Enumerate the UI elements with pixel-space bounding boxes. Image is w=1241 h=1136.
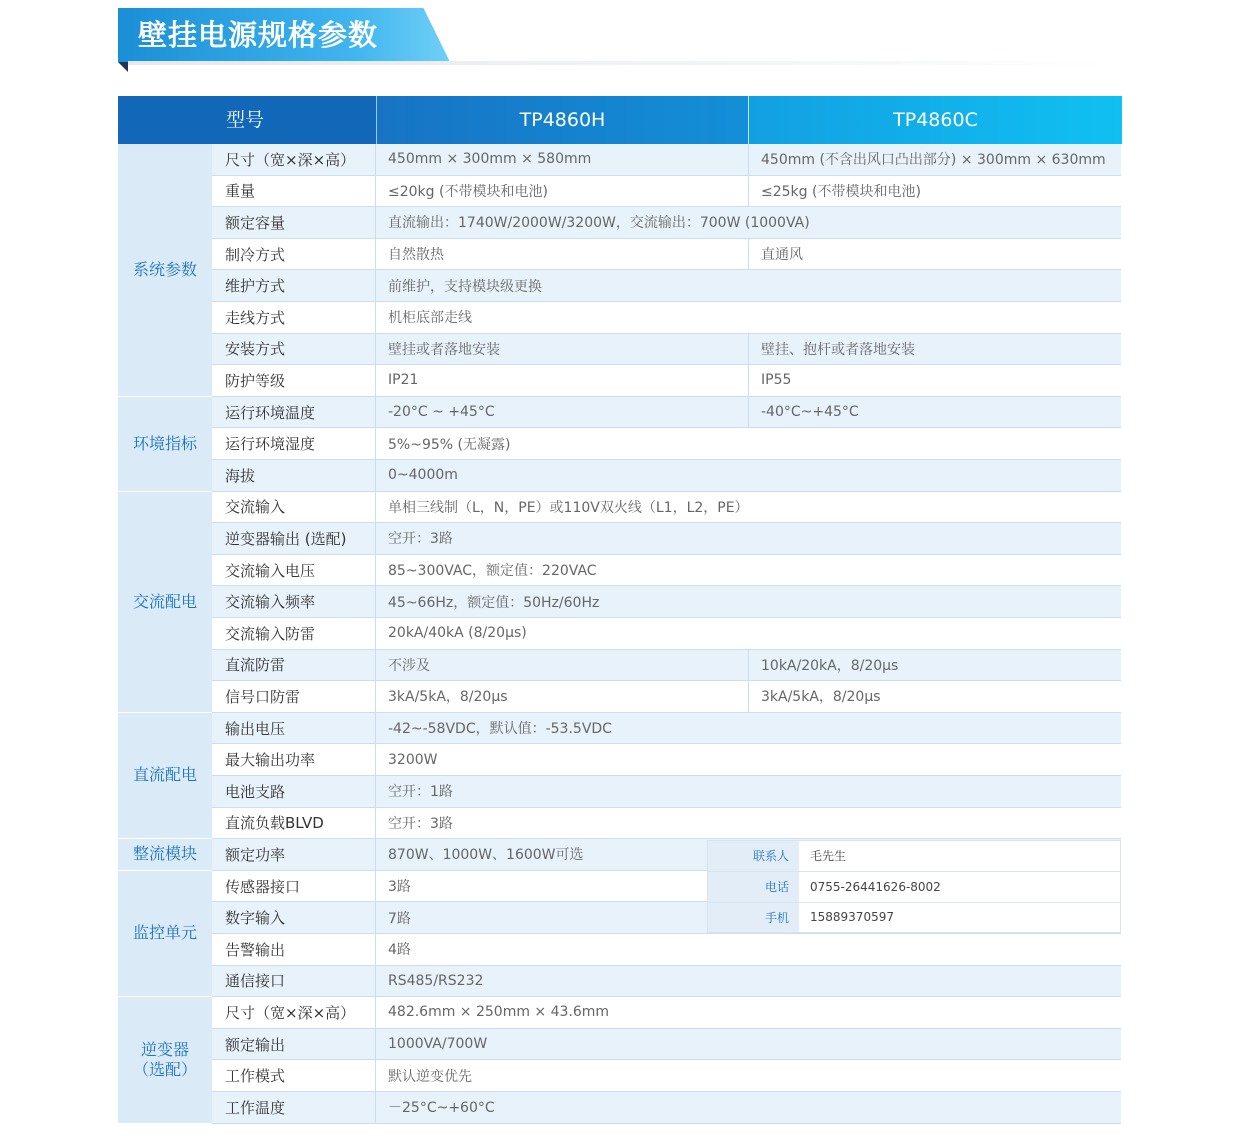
param-name: 运行环境湿度 bbox=[212, 428, 376, 459]
group-label: 直流配电 bbox=[118, 713, 212, 839]
table-row bbox=[212, 586, 1121, 618]
table-row bbox=[212, 397, 1121, 429]
banner-fold bbox=[118, 62, 128, 72]
table-row bbox=[212, 555, 1121, 587]
table-row bbox=[212, 492, 1121, 524]
param-value-tp4860h: -20°C ~ +45°C bbox=[388, 404, 495, 421]
param-name: 交流输入电压 bbox=[212, 555, 376, 586]
table-row bbox=[212, 207, 1121, 239]
param-value: -42~-58VDC，默认值：-53.5VDC bbox=[388, 721, 612, 738]
param-value-tp4860h: 450mm × 300mm × 580mm bbox=[388, 151, 592, 168]
param-value: 20kA/40kA (8/20μs) bbox=[388, 625, 527, 642]
param-value-tp4860c: IP55 bbox=[748, 365, 1121, 396]
param-value-tp4860c: 3kA/5kA，8/20μs bbox=[748, 681, 1121, 712]
param-value: 0~4000m bbox=[388, 467, 458, 484]
param-name: 传感器接口 bbox=[212, 871, 376, 902]
param-name: 额定输出 bbox=[212, 1029, 376, 1060]
table-row bbox=[212, 1092, 1121, 1124]
table-row bbox=[212, 270, 1121, 302]
group-label: 环境指标 bbox=[118, 397, 212, 492]
table-row bbox=[212, 650, 1121, 682]
table-row bbox=[212, 997, 1121, 1029]
group-label: 整流模块 bbox=[118, 839, 212, 871]
param-name: 交流输入 bbox=[212, 492, 376, 523]
param-name: 直流负载BLVD bbox=[212, 808, 376, 839]
param-name: 输出电压 bbox=[212, 713, 376, 744]
param-value: 85~300VAC，额定值：220VAC bbox=[388, 563, 597, 580]
table-row bbox=[212, 776, 1121, 808]
contact-label: 电话 bbox=[708, 872, 799, 902]
table-row bbox=[212, 966, 1121, 998]
contact-label: 手机 bbox=[708, 903, 799, 932]
param-name: 制冷方式 bbox=[212, 239, 376, 270]
group-label: 逆变器 （选配） bbox=[118, 997, 212, 1123]
table-row bbox=[212, 934, 1121, 966]
contact-value: 0755-26441626-8002 bbox=[810, 879, 941, 894]
param-value: 3200W bbox=[388, 751, 438, 768]
param-name: 直流防雷 bbox=[212, 650, 376, 681]
param-value-tp4860c: 450mm (不含出风口凸出部分) × 300mm × 630mm bbox=[748, 144, 1121, 175]
param-name: 信号口防雷 bbox=[212, 681, 376, 712]
param-name: 维护方式 bbox=[212, 270, 376, 301]
param-value: 直流输出：1740W/2000W/3200W，交流输出：700W (1000VA) bbox=[388, 215, 810, 232]
table-row bbox=[212, 365, 1121, 397]
param-name: 防护等级 bbox=[212, 365, 376, 396]
param-value-tp4860h: 3kA/5kA，8/20μs bbox=[388, 689, 508, 706]
param-value-tp4860h: 不涉及 bbox=[388, 657, 430, 674]
param-value: －25°C~+60°C bbox=[388, 1100, 495, 1117]
param-value-tp4860c: ≤25kg (不带模块和电池) bbox=[748, 176, 1121, 207]
table-row bbox=[212, 144, 1121, 176]
contact-value: 毛先生 bbox=[810, 849, 847, 864]
param-name: 尺寸（宽×深×高） bbox=[212, 997, 376, 1028]
param-value-tp4860h: ≤20kg (不带模块和电池) bbox=[388, 183, 548, 200]
param-name: 工作模式 bbox=[212, 1060, 376, 1091]
param-value: 482.6mm × 250mm × 43.6mm bbox=[388, 1004, 610, 1021]
table-row bbox=[212, 681, 1121, 713]
header-tp4860c: TP4860C bbox=[748, 96, 1122, 144]
param-value: 870W、1000W、1600W可选 bbox=[388, 847, 584, 864]
param-name: 运行环境温度 bbox=[212, 397, 376, 428]
table-row bbox=[212, 808, 1121, 840]
param-value: 空开：1路 bbox=[388, 784, 453, 801]
table-row bbox=[212, 1060, 1121, 1092]
param-name: 通信接口 bbox=[212, 966, 376, 997]
param-value-tp4860c: 直通风 bbox=[748, 239, 1121, 270]
param-value-tp4860h: 自然散热 bbox=[388, 247, 444, 264]
table-row bbox=[212, 176, 1121, 208]
param-name: 额定功率 bbox=[212, 839, 376, 870]
contact-value: 15889370597 bbox=[810, 910, 894, 925]
table-row bbox=[212, 460, 1121, 492]
param-name: 工作温度 bbox=[212, 1092, 376, 1123]
table-row bbox=[212, 302, 1121, 334]
param-value-tp4860c: 壁挂、抱杆或者落地安装 bbox=[748, 334, 1121, 365]
param-value: 空开：3路 bbox=[388, 531, 453, 548]
group-label: 交流配电 bbox=[118, 492, 212, 713]
param-value-tp4860c: -40°C~+45°C bbox=[748, 397, 1121, 428]
header-model: 型号 bbox=[118, 96, 376, 144]
param-value: 单相三线制（L，N，PE）或110V双火线（L1，L2，PE） bbox=[388, 499, 749, 516]
param-name: 走线方式 bbox=[212, 302, 376, 333]
table-row bbox=[212, 428, 1121, 460]
table-row bbox=[212, 744, 1121, 776]
param-name: 交流输入频率 bbox=[212, 586, 376, 617]
param-name: 交流输入防雷 bbox=[212, 618, 376, 649]
param-value: 1000VA/700W bbox=[388, 1036, 488, 1053]
page-title: 壁挂电源规格参数 bbox=[138, 18, 379, 52]
table-header bbox=[118, 96, 1121, 144]
param-value: 7路 bbox=[388, 910, 411, 927]
param-name: 额定容量 bbox=[212, 207, 376, 238]
param-name: 电池支路 bbox=[212, 776, 376, 807]
param-value: 4路 bbox=[388, 942, 411, 959]
param-name: 逆变器输出 (选配) bbox=[212, 523, 376, 554]
table-row bbox=[212, 523, 1121, 555]
header-tp4860h: TP4860H bbox=[376, 96, 748, 144]
param-value: 机柜底部走线 bbox=[388, 310, 472, 327]
param-value: 空开：3路 bbox=[388, 815, 453, 832]
param-name: 尺寸（宽×深×高） bbox=[212, 144, 376, 175]
param-value: 5%~95% (无凝露) bbox=[388, 436, 511, 453]
param-value: 3路 bbox=[388, 879, 411, 896]
param-name: 告警输出 bbox=[212, 934, 376, 965]
group-label: 监控单元 bbox=[118, 871, 212, 997]
table-row bbox=[212, 1029, 1121, 1061]
param-value: RS485/RS232 bbox=[388, 972, 484, 989]
param-value-tp4860h: IP21 bbox=[388, 372, 419, 389]
param-name: 海拔 bbox=[212, 460, 376, 491]
table-row bbox=[212, 618, 1121, 650]
param-value: 前维护，支持模块级更换 bbox=[388, 278, 542, 295]
contact-row bbox=[707, 840, 1121, 871]
param-name: 数字输入 bbox=[212, 902, 376, 933]
param-value: 45~66Hz，额定值：50Hz/60Hz bbox=[388, 594, 600, 611]
param-name: 最大输出功率 bbox=[212, 744, 376, 775]
contact-row bbox=[707, 902, 1121, 933]
param-name: 安装方式 bbox=[212, 334, 376, 365]
spec-table bbox=[118, 96, 1121, 1117]
table-row bbox=[212, 239, 1121, 271]
param-name: 重量 bbox=[212, 176, 376, 207]
contact-row bbox=[707, 871, 1121, 902]
param-value-tp4860c: 10kA/20kA，8/20μs bbox=[748, 650, 1121, 681]
title-underline bbox=[128, 61, 1108, 65]
table-row bbox=[212, 334, 1121, 366]
contact-label: 联系人 bbox=[708, 841, 799, 871]
group-label: 系统参数 bbox=[118, 144, 212, 397]
param-value: 默认逆变优先 bbox=[388, 1068, 472, 1085]
param-value-tp4860h: 壁挂或者落地安装 bbox=[388, 341, 500, 358]
table-row bbox=[212, 713, 1121, 745]
